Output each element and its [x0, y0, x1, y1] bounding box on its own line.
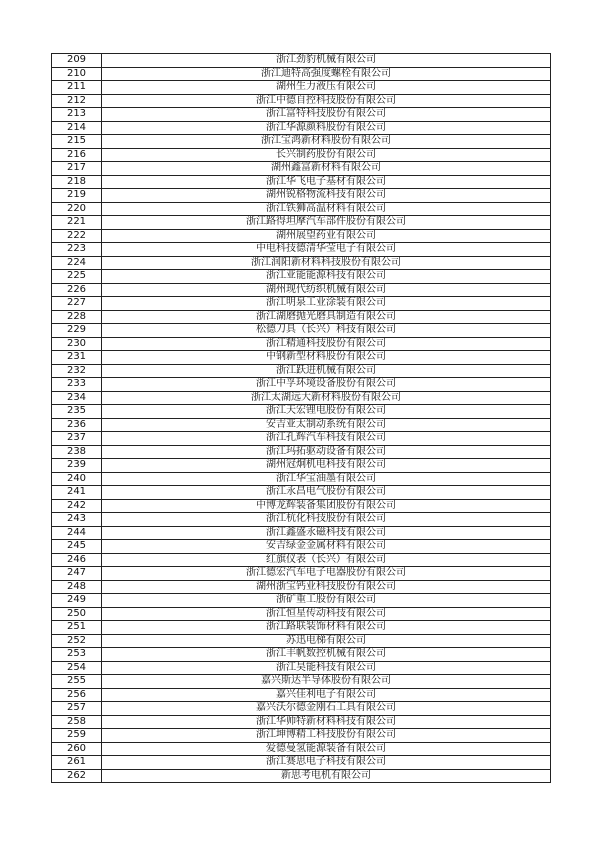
row-number: 245: [52, 540, 102, 554]
company-name: 浙江恒星传动科技有限公司: [102, 607, 551, 621]
table-row: [52, 351, 551, 365]
table-row: [52, 81, 551, 95]
company-name: 湖州生力液压有限公司: [102, 81, 551, 95]
row-number: 246: [52, 553, 102, 567]
company-name: 浙江杭化科技股份有限公司: [102, 513, 551, 527]
company-name: 浙江天宏锂电股份有限公司: [102, 405, 551, 419]
table-row: [52, 175, 551, 189]
company-name: 湖州鑫富新材料有限公司: [102, 162, 551, 176]
table-row: [52, 567, 551, 581]
row-number: 235: [52, 405, 102, 419]
row-number: 240: [52, 472, 102, 486]
table-row: [52, 607, 551, 621]
table-row: [52, 297, 551, 311]
row-number: 215: [52, 135, 102, 149]
company-name: 浙江华源颜料股份有限公司: [102, 121, 551, 135]
row-number: 211: [52, 81, 102, 95]
row-number: 251: [52, 621, 102, 635]
row-number: 259: [52, 729, 102, 743]
company-name: 浙江亚能能源科技有限公司: [102, 270, 551, 284]
company-name: 浙江精通科技股份有限公司: [102, 337, 551, 351]
table-row: [52, 256, 551, 270]
company-name: 浙江中孚环境设备股份有限公司: [102, 378, 551, 392]
table-row: [52, 108, 551, 122]
row-number: 260: [52, 742, 102, 756]
company-name: 浙江宝鸿新材料股份有限公司: [102, 135, 551, 149]
row-number: 221: [52, 216, 102, 230]
row-number: 214: [52, 121, 102, 135]
company-name: 苏迅电梯有限公司: [102, 634, 551, 648]
row-number: 225: [52, 270, 102, 284]
company-name: 湖州浙宝钙业科技股份有限公司: [102, 580, 551, 594]
table-row: [52, 337, 551, 351]
row-number: 217: [52, 162, 102, 176]
company-name: 嘉兴斯达半导体股份有限公司: [102, 675, 551, 689]
row-number: 241: [52, 486, 102, 500]
company-name: 浙江昊能科技有限公司: [102, 661, 551, 675]
company-name: 浙江太湖远大新材料股份有限公司: [102, 391, 551, 405]
row-number: 234: [52, 391, 102, 405]
row-number: 242: [52, 499, 102, 513]
company-name: 浙江德宏汽车电子电器股份有限公司: [102, 567, 551, 581]
table-row: [52, 580, 551, 594]
row-number: 255: [52, 675, 102, 689]
row-number: 219: [52, 189, 102, 203]
company-name: 湖州冠炯机电科技有限公司: [102, 459, 551, 473]
table-row: [52, 135, 551, 149]
table-row: [52, 148, 551, 162]
company-name: 安吉绿金金属材料有限公司: [102, 540, 551, 554]
table-row: [52, 378, 551, 392]
row-number: 247: [52, 567, 102, 581]
table-row: [52, 405, 551, 419]
row-number: 262: [52, 769, 102, 783]
company-name: 长兴制药股份有限公司: [102, 148, 551, 162]
row-number: 218: [52, 175, 102, 189]
row-number: 223: [52, 243, 102, 257]
row-number: 216: [52, 148, 102, 162]
company-name: 浙江迪特高强度螺栓有限公司: [102, 67, 551, 81]
row-number: 227: [52, 297, 102, 311]
row-number: 230: [52, 337, 102, 351]
company-name: 浙江富特科技股份有限公司: [102, 108, 551, 122]
row-number: 228: [52, 310, 102, 324]
row-number: 243: [52, 513, 102, 527]
row-number: 253: [52, 648, 102, 662]
company-name: 中电科技德清华莹电子有限公司: [102, 243, 551, 257]
row-number: 236: [52, 418, 102, 432]
table-row: [52, 445, 551, 459]
row-number: 237: [52, 432, 102, 446]
table-row: [52, 729, 551, 743]
table-row: [52, 715, 551, 729]
company-name: 浙江路联装饰材料有限公司: [102, 621, 551, 635]
company-name: 浙矿重工股份有限公司: [102, 594, 551, 608]
row-number: 232: [52, 364, 102, 378]
row-number: 209: [52, 54, 102, 68]
table-row: [52, 432, 551, 446]
table-row: [52, 634, 551, 648]
company-name: 浙江华宝油墨有限公司: [102, 472, 551, 486]
company-name: 浙江华飞电子基材有限公司: [102, 175, 551, 189]
company-name: 浙江劲豹机械有限公司: [102, 54, 551, 68]
row-number: 252: [52, 634, 102, 648]
company-name: 浙江路得坦摩汽车部件股份有限公司: [102, 216, 551, 230]
row-number: 224: [52, 256, 102, 270]
row-number: 213: [52, 108, 102, 122]
table-row: [52, 742, 551, 756]
table-row: [52, 229, 551, 243]
row-number: 250: [52, 607, 102, 621]
row-number: 222: [52, 229, 102, 243]
table-row: [52, 648, 551, 662]
table-row: [52, 54, 551, 68]
table-row: [52, 675, 551, 689]
table-row: [52, 94, 551, 108]
table-row: [52, 756, 551, 770]
company-name: 浙江永昌电气股份有限公司: [102, 486, 551, 500]
company-name: 嘉兴沃尔德金刚石工具有限公司: [102, 702, 551, 716]
table-row: [52, 310, 551, 324]
company-name: 浙江赛思电子科技有限公司: [102, 756, 551, 770]
company-name: 浙江铁狮高温材料有限公司: [102, 202, 551, 216]
table-row: [52, 553, 551, 567]
company-name: 松德刀具（长兴）科技有限公司: [102, 324, 551, 338]
row-number: 220: [52, 202, 102, 216]
table-row: [52, 594, 551, 608]
table-row: [52, 702, 551, 716]
table-row: [52, 270, 551, 284]
table-row: [52, 621, 551, 635]
row-number: 233: [52, 378, 102, 392]
company-name: 中博龙辉装备集团股份有限公司: [102, 499, 551, 513]
table-row: [52, 202, 551, 216]
row-number: 248: [52, 580, 102, 594]
company-name: 浙江孔辉汽车科技有限公司: [102, 432, 551, 446]
company-name: 浙江坤博精工科技股份有限公司: [102, 729, 551, 743]
table-row: [52, 540, 551, 554]
row-number: 257: [52, 702, 102, 716]
company-name: 浙江润阳新材料科技股份有限公司: [102, 256, 551, 270]
table-row: [52, 688, 551, 702]
company-name: 浙江中德自控科技股份有限公司: [102, 94, 551, 108]
company-name: 浙江湖磨抛光磨具制造有限公司: [102, 310, 551, 324]
table-row: [52, 459, 551, 473]
table-row: [52, 486, 551, 500]
company-name: 浙江华帅特新材料科技有限公司: [102, 715, 551, 729]
table-row: [52, 364, 551, 378]
company-name: 湖州现代纺织机械有限公司: [102, 283, 551, 297]
company-name: 浙江鑫盛永磁科技有限公司: [102, 526, 551, 540]
row-number: 258: [52, 715, 102, 729]
row-number: 226: [52, 283, 102, 297]
row-number: 231: [52, 351, 102, 365]
row-number: 254: [52, 661, 102, 675]
table-row: [52, 121, 551, 135]
row-number: 239: [52, 459, 102, 473]
table-row: [52, 162, 551, 176]
company-name: 安吉亚太制动系统有限公司: [102, 418, 551, 432]
company-name: 红旗仪表（长兴）有限公司: [102, 553, 551, 567]
row-number: 229: [52, 324, 102, 338]
table-row: [52, 499, 551, 513]
company-list-table: [51, 53, 551, 783]
row-number: 244: [52, 526, 102, 540]
company-name: 爱德曼氢能源装备有限公司: [102, 742, 551, 756]
company-name: 浙江丰帆数控机械有限公司: [102, 648, 551, 662]
company-name: 湖州锐格物流科技有限公司: [102, 189, 551, 203]
table-row: [52, 513, 551, 527]
row-number: 212: [52, 94, 102, 108]
row-number: 256: [52, 688, 102, 702]
table-row: [52, 472, 551, 486]
table-row: [52, 243, 551, 257]
row-number: 249: [52, 594, 102, 608]
company-name: 浙江明泉工业涂装有限公司: [102, 297, 551, 311]
row-number: 210: [52, 67, 102, 81]
row-number: 261: [52, 756, 102, 770]
table-row: [52, 769, 551, 783]
table-row: [52, 324, 551, 338]
company-name: 中钢新型材料股份有限公司: [102, 351, 551, 365]
company-name: 浙江玛拓驱动设备有限公司: [102, 445, 551, 459]
row-number: 238: [52, 445, 102, 459]
company-name: 浙江跃进机械有限公司: [102, 364, 551, 378]
company-list-body: [52, 54, 551, 783]
company-name: 嘉兴佳利电子有限公司: [102, 688, 551, 702]
table-row: [52, 661, 551, 675]
table-row: [52, 418, 551, 432]
table-row: [52, 283, 551, 297]
company-name: 湖州展望药业有限公司: [102, 229, 551, 243]
table-row: [52, 216, 551, 230]
table-row: [52, 189, 551, 203]
table-row: [52, 526, 551, 540]
table-row: [52, 67, 551, 81]
company-name: 新思考电机有限公司: [102, 769, 551, 783]
table-row: [52, 391, 551, 405]
